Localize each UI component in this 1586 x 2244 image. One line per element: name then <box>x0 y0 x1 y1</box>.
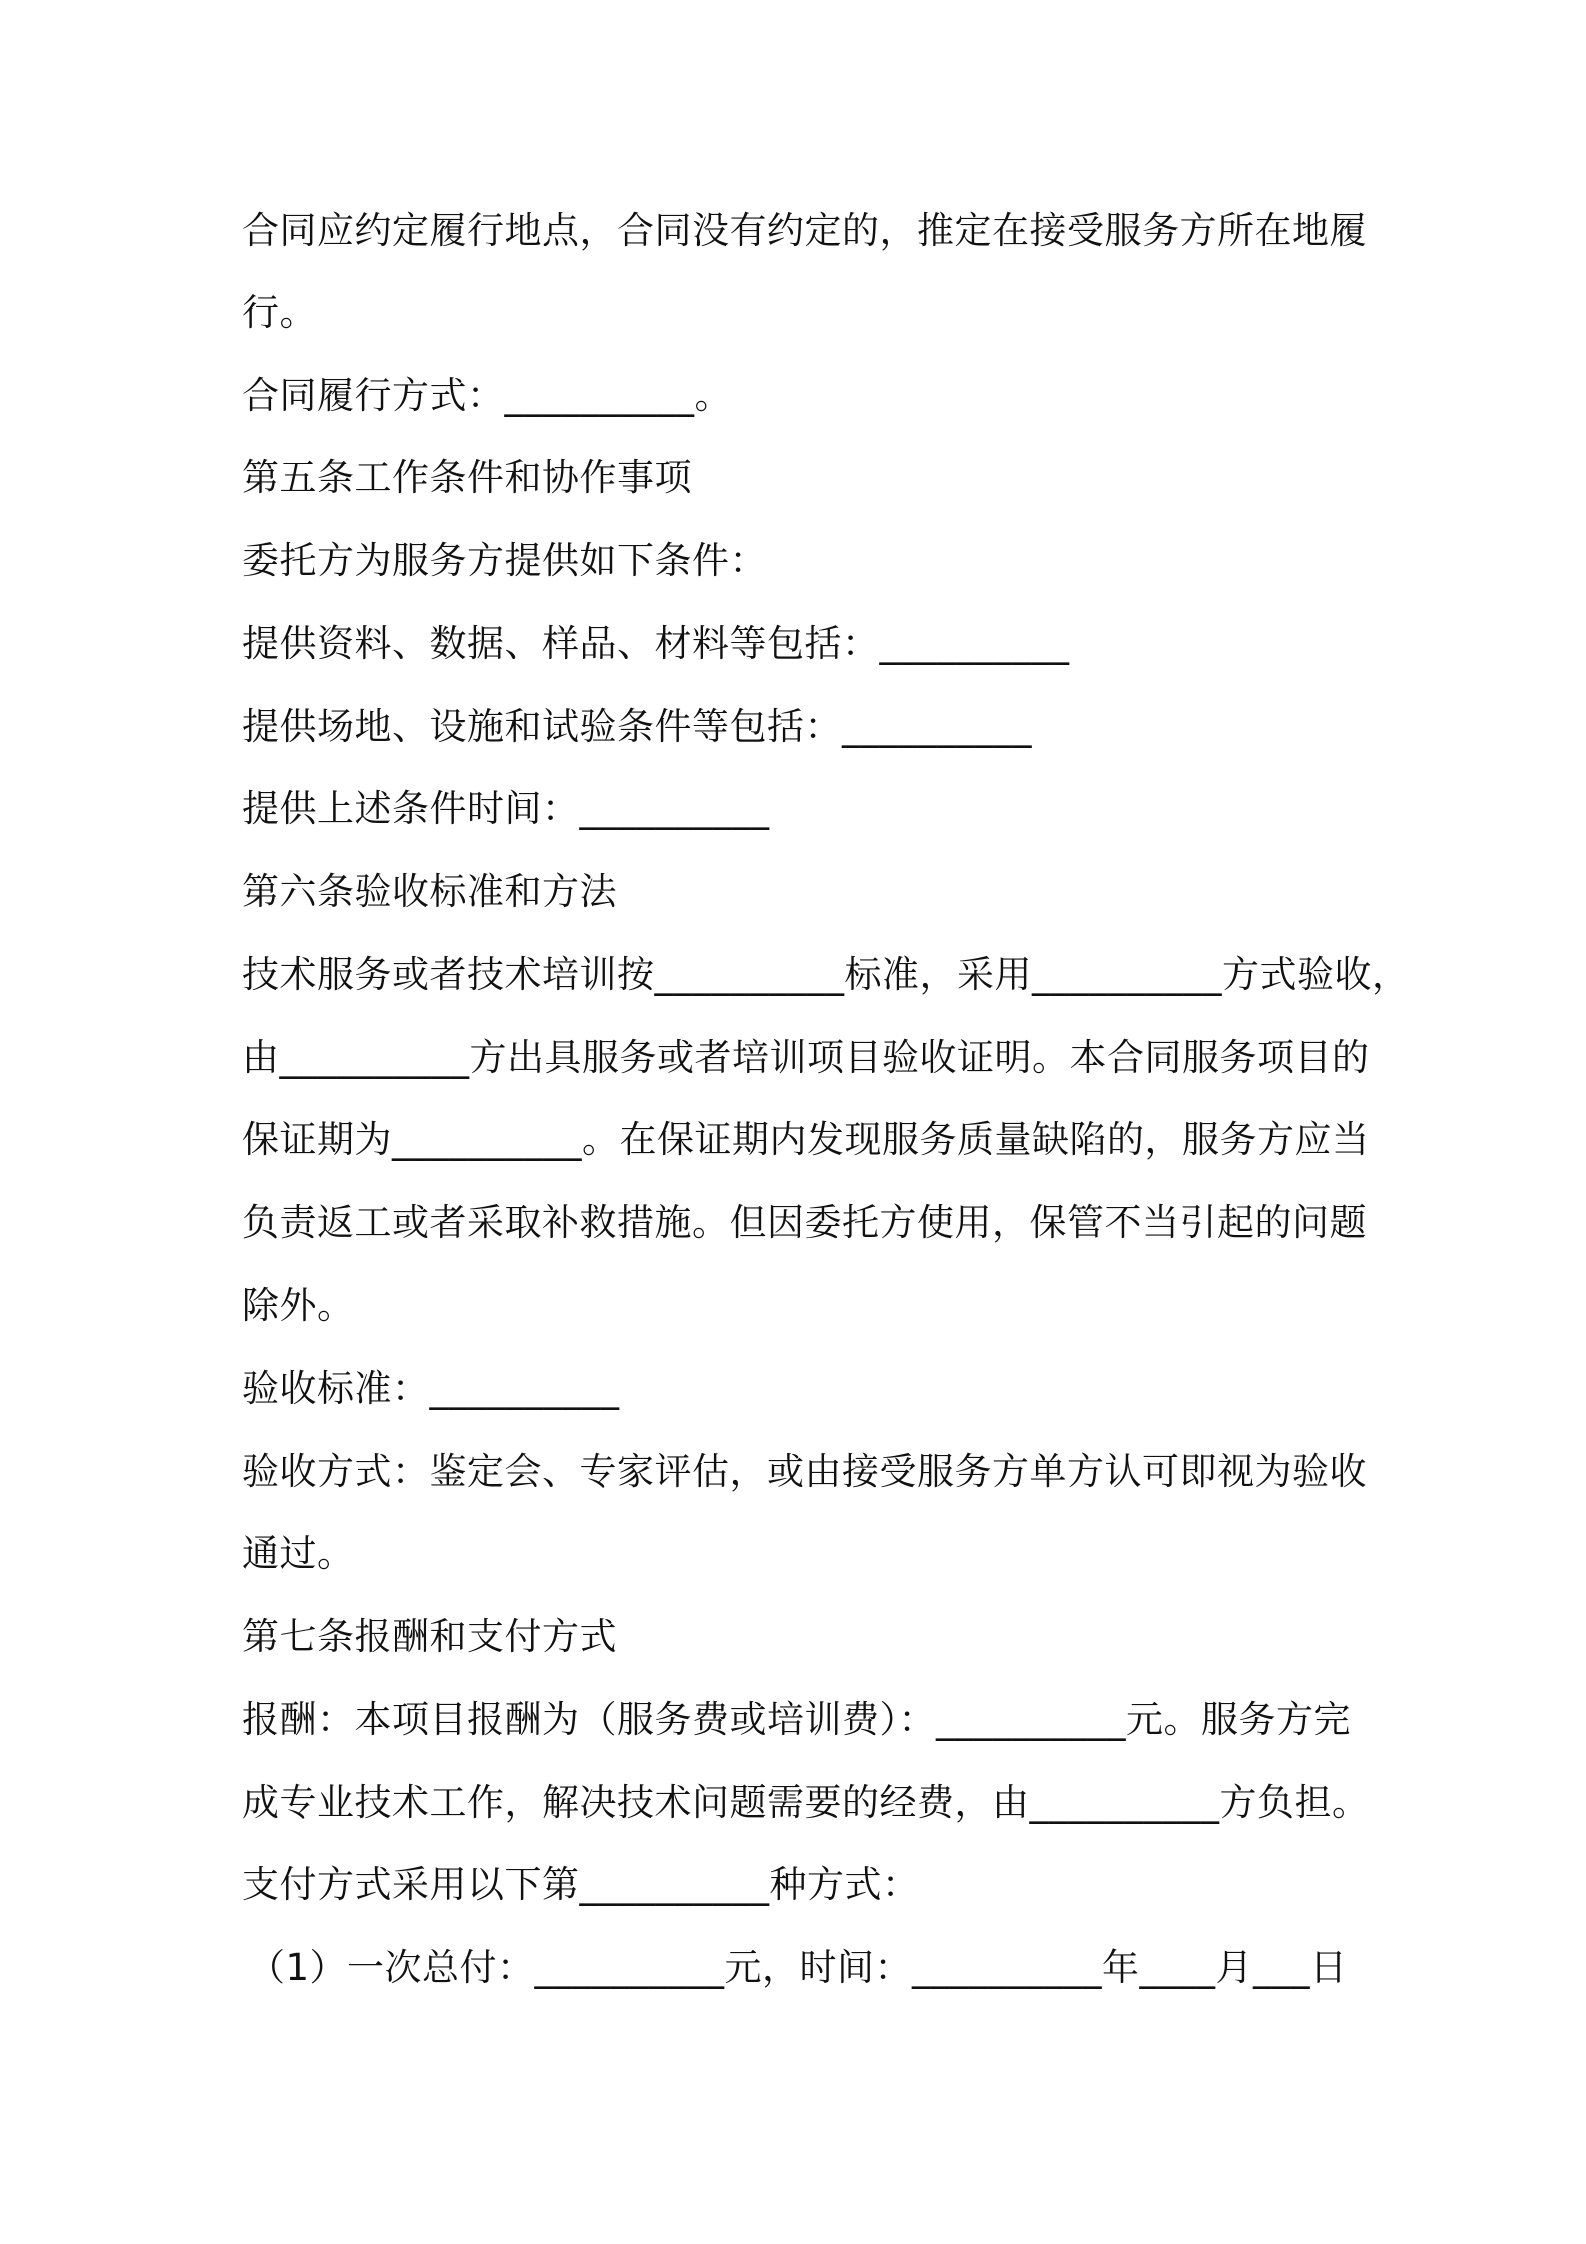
section-heading-article-6: 第六条验收标准和方法 <box>242 870 617 913</box>
field-line-facilities: 提供场地、设施和试验条件等包括：__________ <box>242 705 1032 748</box>
paragraph-line: 报酬：本项目报酬为（服务费或培训费）：__________元。服务方完 <box>242 1698 1351 1741</box>
paragraph-line: 通过。 <box>242 1532 355 1575</box>
paragraph-line: 除外。 <box>242 1284 355 1327</box>
paragraph-line: 验收方式：鉴定会、专家评估，或由接受服务方单方认可即视为验收 <box>242 1450 1367 1493</box>
paragraph-line: 合同应约定履行地点，合同没有约定的，推定在接受服务方所在地履 <box>242 209 1367 252</box>
paragraph-line: 技术服务或者技术培训按__________标准，采用__________方式验收， <box>242 953 1410 996</box>
section-heading-article-7: 第七条报酬和支付方式 <box>242 1615 617 1658</box>
paragraph-line: 保证期为__________。在保证期内发现服务质量缺陷的，服务方应当 <box>242 1118 1370 1161</box>
field-line-condition-time: 提供上述条件时间：__________ <box>242 787 770 830</box>
paragraph-line: 委托方为服务方提供如下条件： <box>242 539 767 582</box>
paragraph-line: 行。 <box>242 291 317 334</box>
field-line-payment-option: 支付方式采用以下第__________种方式： <box>242 1863 920 1906</box>
field-line-performance-method: 合同履行方式：__________。 <box>242 374 732 417</box>
section-heading-article-5: 第五条工作条件和协作事项 <box>242 456 692 499</box>
field-line-materials: 提供资料、数据、样品、材料等包括：__________ <box>242 622 1070 665</box>
paragraph-line: 由__________方出具服务或者培训项目验收证明。本合同服务项目的 <box>242 1036 1370 1079</box>
field-line-acceptance-standard: 验收标准：__________ <box>242 1367 620 1410</box>
paragraph-line: 负责返工或者采取补救措施。但因委托方使用，保管不当引起的问题 <box>242 1201 1367 1244</box>
paragraph-line: 成专业技术工作，解决技术问题需要的经费，由__________方负担。 <box>242 1781 1370 1824</box>
field-line-lump-sum: （1）一次总付：__________元，时间：__________年____月___日 <box>248 1946 1348 1989</box>
